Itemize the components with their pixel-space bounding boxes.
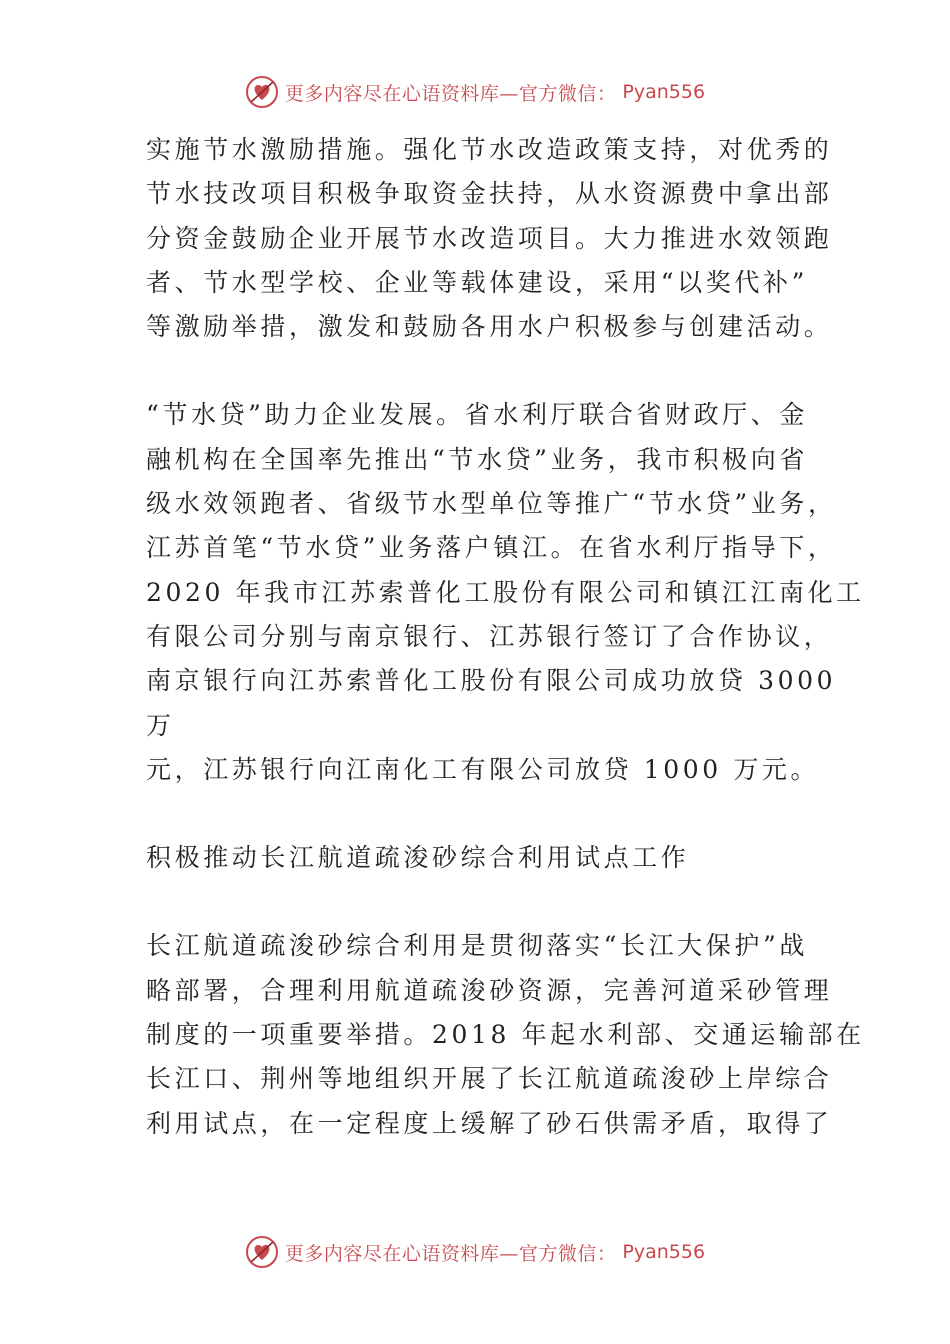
text-line: 元，江苏银行向江南化工有限公司放贷 1000 万元。: [146, 754, 820, 784]
text-line: 长江口、荆州等地组织开展了长江航道疏浚砂上岸综合: [146, 1064, 833, 1094]
text-line: 节水技改项目积极争取资金扶持，从水资源费中拿出部: [146, 179, 833, 209]
text-line: 略部署，合理利用航道疏浚砂资源，完善河道采砂管理: [146, 975, 833, 1005]
header-watermark: [0, 72, 950, 112]
paragraph-water-saving-loan: [146, 393, 865, 792]
footer-watermark: [0, 1232, 950, 1272]
text-line: “节水贷”助力企业发展。省水利厅联合省财政厅、金: [146, 400, 808, 430]
section-heading-yangtze-dredged-sand: [146, 836, 810, 880]
paragraph-water-saving-incentives: [146, 128, 833, 349]
document-body: [146, 128, 865, 1146]
text-line: 融机构在全国率先推出“节水贷”业务，我市积极向省: [146, 444, 808, 474]
text-line: 江苏首笔“节水贷”业务落户镇江。在省水利厅指导下，: [146, 533, 837, 563]
watermark-wechat-id: Pyan556: [622, 1241, 706, 1263]
text-line: 制度的一项重要举措。2018 年起水利部、交通运输部在: [146, 1020, 865, 1050]
paragraph-gap: [146, 792, 810, 836]
paragraph-gap: [146, 349, 810, 393]
text-line: 有限公司分别与南京银行、江苏银行签订了合作协议，: [146, 621, 833, 651]
watermark-text: 更多内容尽在心语资料库—官方微信：: [284, 82, 617, 105]
text-line: 万: [146, 710, 175, 740]
paragraph-gap: [146, 880, 810, 924]
paragraph-dredged-sand-utilization: [146, 924, 865, 1145]
heart-logo-icon: [245, 75, 279, 109]
watermark-text: 更多内容尽在心语资料库—官方微信：: [284, 1242, 617, 1265]
text-line: 南京银行向江苏索普化工股份有限公司成功放贷 3000: [146, 666, 837, 696]
text-line: 利用试点，在一定程度上缓解了砂石供需矛盾，取得了: [146, 1108, 833, 1138]
text-line: 分资金鼓励企业开展节水改造项目。大力推进水效领跑: [146, 223, 833, 253]
text-line: 积极推动长江航道疏浚砂综合利用试点工作: [146, 843, 690, 873]
text-line: 级水效领跑者、省级节水型单位等推广“节水贷”业务，: [146, 489, 837, 519]
text-line: 者、节水型学校、企业等载体建设，采用“以奖代补”: [146, 267, 808, 297]
text-line: 实施节水激励措施。强化节水改造政策支持，对优秀的: [146, 135, 833, 164]
text-line: 2020 年我市江苏索普化工股份有限公司和镇江江南化工: [146, 577, 865, 607]
text-line: 长江航道疏浚砂综合利用是贯彻落实“长江大保护”战: [146, 931, 808, 961]
heart-logo-icon: [245, 1235, 279, 1269]
watermark-wechat-id: Pyan556: [622, 81, 706, 103]
text-line: 等激励举措，激发和鼓励各用水户积极参与创建活动。: [146, 312, 833, 342]
